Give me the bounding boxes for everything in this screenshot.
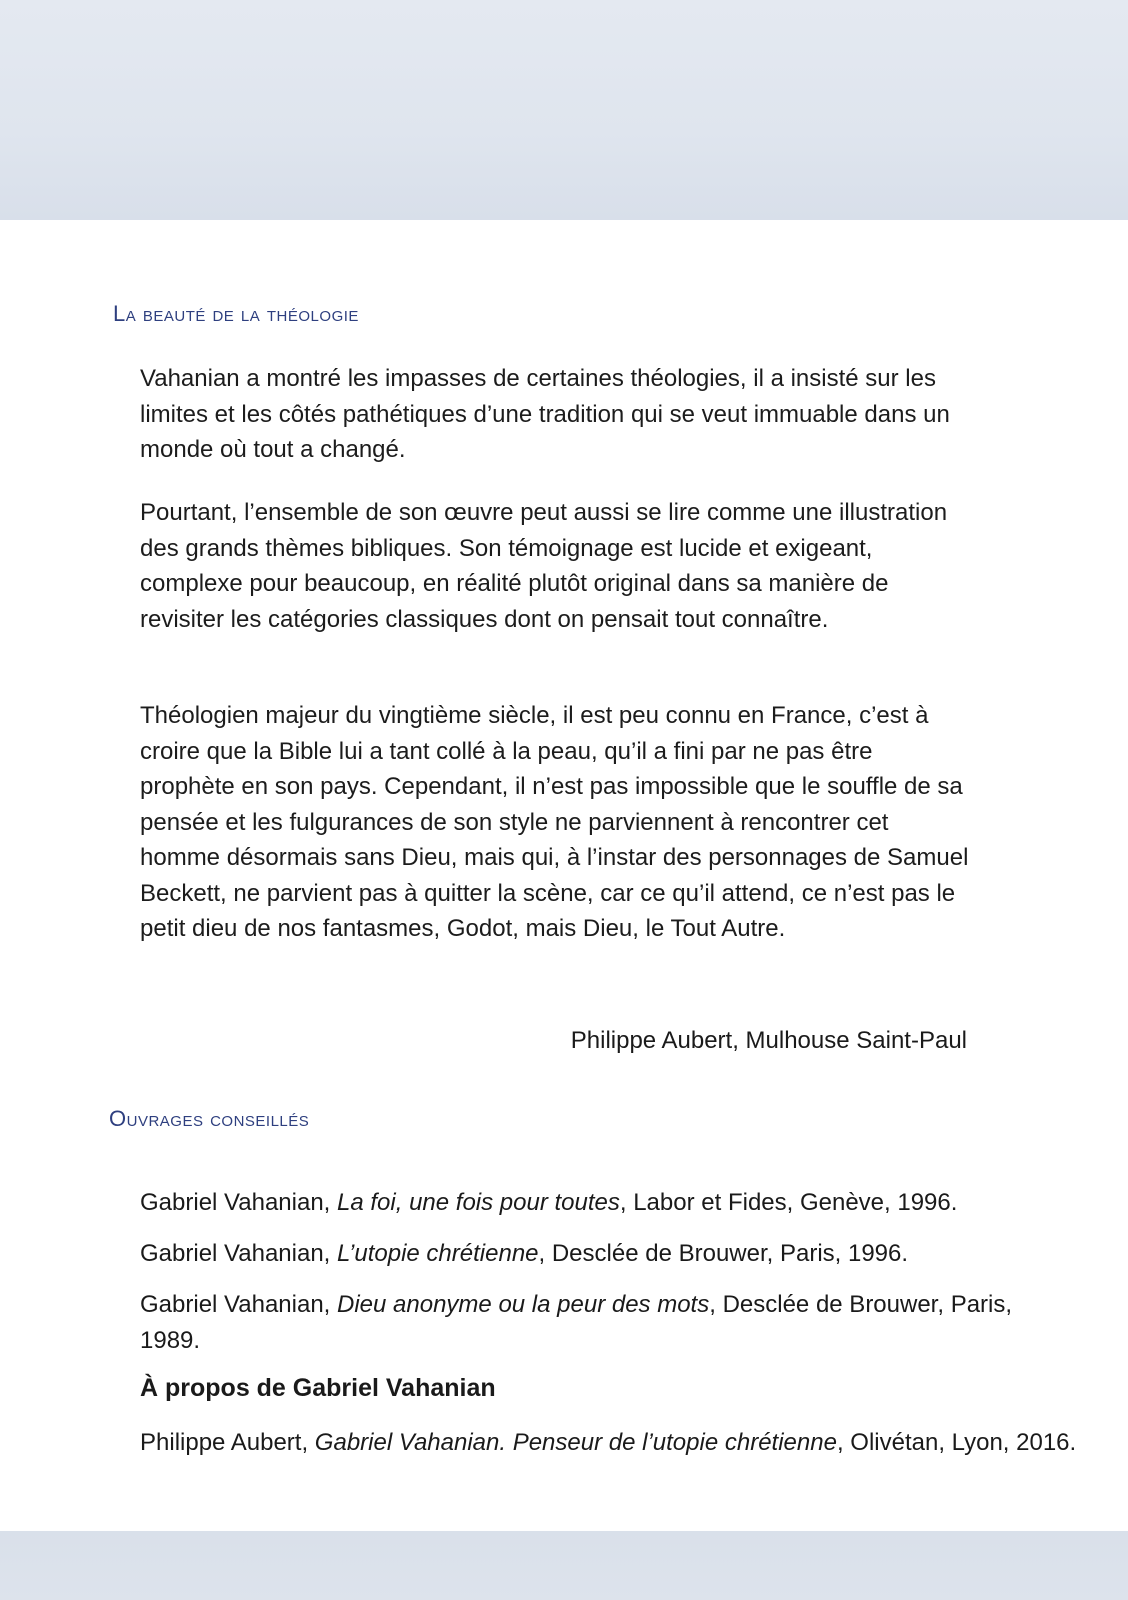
paragraph-text: Théologien majeur du vingtième siècle, il est peu connu en France, c’est à croire que la Bible lui a tant collé à la peau, qu’il a fini par ne pas être prophète en son pays. Cependant, il n’est pas impossible que le souffle de sa pensée et les fulgurances de son style ne parviennent à rencontrer cet homme désormais sans Dieu, mais qui, à l’instar des personnages de Samuel Beckett, ne parvient pas à quitter la scène, car ce qu’il attend, ce n’est pas le petit dieu de nos fantasmes, Godot, mais Dieu, le Tout Autre.	[140, 702, 969, 942]
reference-item	[140, 1185, 1100, 1221]
paragraph-2	[140, 495, 970, 637]
top-decorative-band	[0, 0, 1128, 220]
reference-publisher: , Olivétan, Lyon, 2016.	[836, 1429, 1077, 1456]
reference-title: Dieu anonyme ou la peur des mots	[337, 1291, 710, 1318]
paragraph-1	[140, 361, 970, 468]
author-signature: Philippe Aubert, Mulhouse Saint-Paul	[570, 1027, 967, 1054]
about-heading: À propos de Gabriel Vahanian	[140, 1374, 496, 1402]
section-title-beauty-of-theology: La beauté de la théologie	[113, 301, 359, 326]
paragraph-text: Vahanian a montré les impasses de certaines théologies, il a insisté sur les limites et les côtés pathétiques d’une tradition qui se veut immuable dans un monde où tout a changé.	[140, 365, 950, 463]
reference-title: Gabriel Vahanian. Penseur de l’utopie chrétienne	[314, 1429, 837, 1456]
reference-item	[140, 1287, 1070, 1359]
reference-author: Gabriel Vahanian,	[140, 1240, 338, 1267]
section-title-recommended-works: Ouvrages conseillés	[109, 1106, 310, 1131]
reference-publisher: , Desclée de Brouwer, Paris, 1996.	[538, 1240, 909, 1267]
paragraph-text: Pourtant, l’ensemble de son œuvre peut aussi se lire comme une illustration des grands thèmes bibliques. Son témoignage est lucide et exigeant, complexe pour beaucoup, en réalité plutôt original dans sa manière de revisiter les catégories classiques dont on pensait tout connaître.	[140, 499, 948, 633]
reference-title: La foi, une fois pour toutes	[337, 1189, 620, 1216]
reference-publisher: , Desclée de Brouwer, Paris, 1989.	[140, 1291, 1013, 1354]
reference-item-about	[140, 1425, 1085, 1461]
reference-author: Philippe Aubert,	[140, 1429, 315, 1456]
reference-item	[140, 1236, 1100, 1272]
reference-author: Gabriel Vahanian,	[140, 1291, 338, 1318]
bottom-decorative-band	[0, 1531, 1128, 1600]
reference-author: Gabriel Vahanian,	[140, 1189, 338, 1216]
reference-title: L’utopie chrétienne	[337, 1240, 539, 1267]
reference-publisher: , Labor et Fides, Genève, 1996.	[619, 1189, 958, 1216]
paragraph-3	[140, 698, 970, 947]
